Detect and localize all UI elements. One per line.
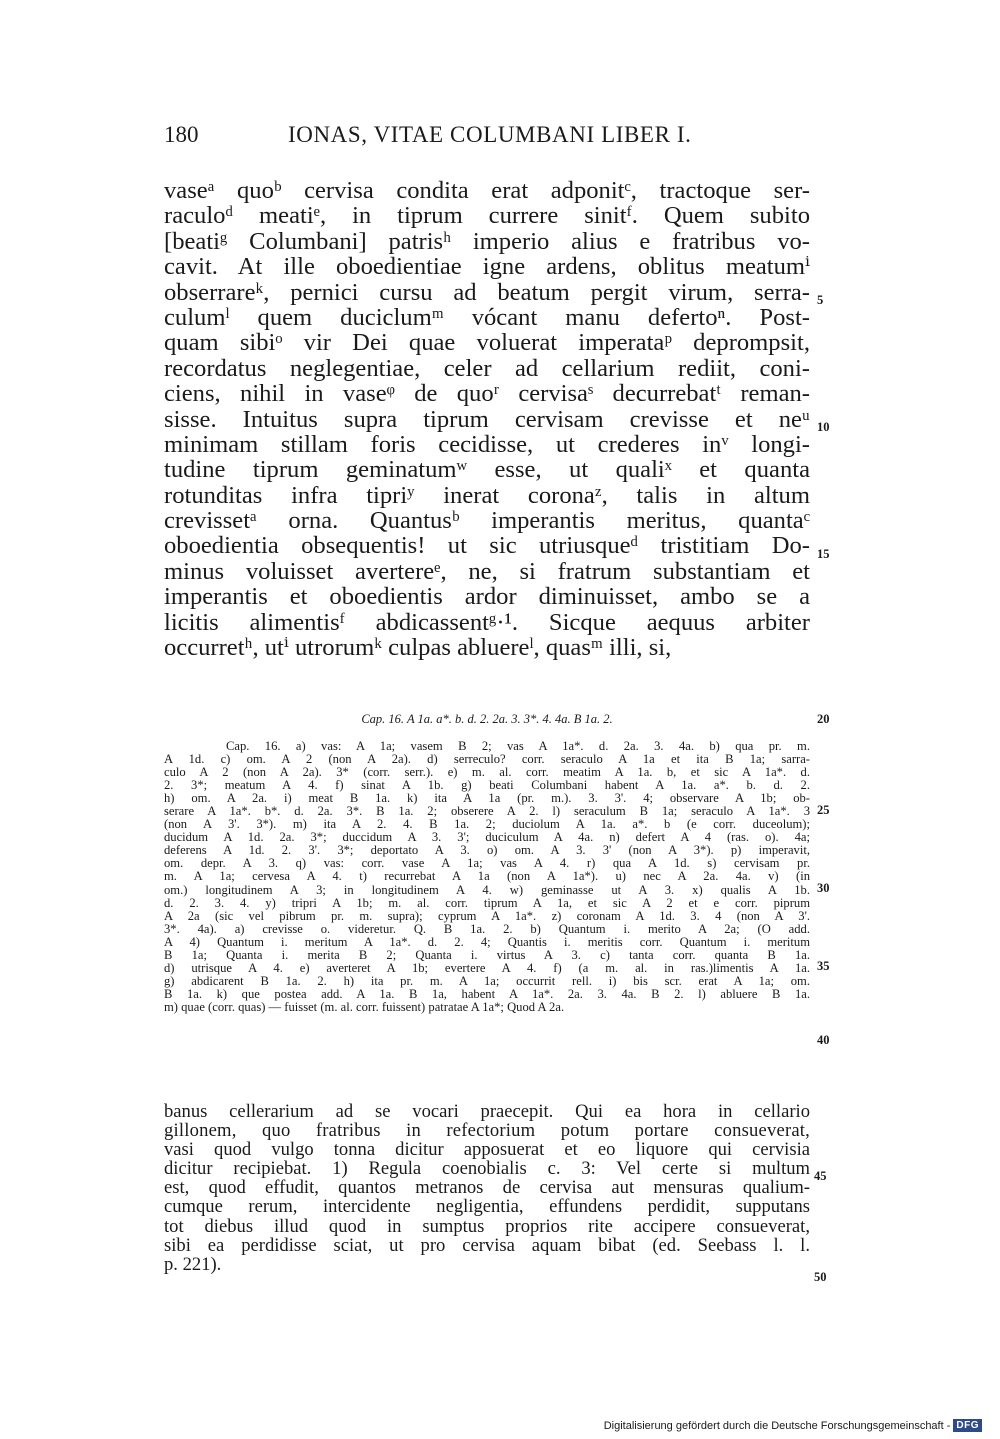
apparatus-line: d) utrisque A 4. e) averteret A 1b; evertere A 4. f) (a m. al. in ras.)limentis A 1a.: [164, 960, 810, 975]
apparatus-line: m) quae (corr. quas) — fuisset (m. al. corr. fuissent) patratae A 1a*; Quod A 2a.: [164, 999, 565, 1014]
main-line: cavit. At ille oboedientiae igne ardens, oblitus meatumⁱ: [164, 253, 810, 281]
apparatus-line: culo A 2 (non A 2a). 3* (corr. serr.). e) m. al. corr. meatim A 1a. b, et sic A 1a*. d.: [164, 765, 810, 780]
apparatus-line: B 1a. k) que postea add. A 1a. B 1a, habent A 1a*. 2a. 3. 4a. B 2. l) abluere B 1a.: [164, 986, 810, 1001]
main-line: sisse. Intuitus supra tiprum cervisam crevisse et neᵘ: [164, 405, 810, 433]
apparatus-line: g) abdicarent B 1a. 2. h) ita pr. m. A 1a; occurrit rell. i) bis scr. erat A 1a; om.: [164, 973, 810, 988]
footnote-line: gillonem, quo fratribus in refectorium potum portare consueverat,: [164, 1120, 810, 1142]
main-line: tudine tiprum geminatumʷ esse, ut qualiˣ et quanta: [164, 456, 810, 484]
main-line: [beatiᵍ Columbani] patrisʰ imperio alius e fratribus vo-: [164, 227, 810, 255]
cap-line: Cap. 16. A 1a. a*. b. d. 2. 2a. 3. 3*. 4. 4a. B 1a. 2.: [361, 712, 613, 726]
footnote-line: sibi ea perdidisse sciat, ut pro cervisa aquam bibat (ed. Seebass l. l.: [164, 1234, 810, 1256]
line-number: 15: [817, 547, 830, 561]
page-header: [164, 122, 804, 156]
line-number: 30: [817, 881, 830, 895]
apparatus-line: 2. 3*; meatum A 4. f) sinat A 1b. g) beati Columbani habent A 1a. a*. b. d. 2.: [164, 778, 810, 793]
footnote-line: cumque rerum, intercidente negligentia, effundens perdidit, supputans: [164, 1196, 810, 1218]
footnote-line: tot diebus illud quod in sumptus proprios rite accipere consueverat,: [164, 1215, 810, 1237]
line-number: 10: [817, 420, 830, 434]
footnote-line: dicitur recipiebat. 1) Regula coenobialis c. 3: Vel certe si multum: [164, 1158, 810, 1180]
apparatus-line: (non A 3'. 3*). m) ita A 2. 4. B 1a. 2; duciolum A 1a. a*. b (e corr. duceolum);: [164, 817, 810, 832]
main-line: rotunditas infra tipriʸ inerat coronaᶻ, talis in altum: [164, 481, 810, 509]
apparatus-line: A 1d. c) om. A 2 (non A 2a). d) serreculo? corr. seraculo A 1a et ita B 1a; sarra-: [164, 752, 810, 767]
line-number: 50: [814, 1270, 827, 1284]
main-line: minimam stillam foris cecidisse, ut crederes inᵛ longi-: [164, 430, 810, 458]
main-line: recordatus neglegentiae, celer ad cellarium rediit, coni-: [164, 354, 810, 382]
apparatus-line: d. 2. 3. 4. y) tripri A 1b; m. al. corr. tiprum A 1a, et sic A 2 et e corr. piprum: [164, 895, 810, 910]
footnote-line: est, quod effudit, quantos metranos de cervisa aut mensuras qualium-: [164, 1177, 810, 1199]
funding-note: Digitalisierung gefördert durch die Deutsche Forschungsgemeinschaft -: [603, 1419, 951, 1432]
apparatus-line: ducidum A 1d. 2a. 3*; duccidum A 3. 3'; duciculum A 4a. n) defert A 4 (ras. o). 4a;: [164, 830, 810, 845]
line-number: 25: [817, 803, 830, 817]
main-line: culumˡ quem duciclumᵐ vócant manu defertoⁿ. Post-: [164, 303, 810, 331]
apparatus-line: B 1a; Quanta i. merita B 2; Quanta i. virtus A 3. c) tanta corr. quanta B 1a.: [164, 947, 810, 962]
main-line: raculoᵈ meatiᵉ, in tiprum currere sinitᶠ. Quem subito: [164, 202, 810, 230]
main-line: quam sibiᵒ vir Dei quae voluerat imperataᵖ deprompsit,: [164, 329, 810, 357]
main-line: minus voluisset avertereᵉ, ne, si fratrum substantiam et: [164, 557, 810, 585]
apparatus-line: deferens A 1d. 2. 3'. 3*; deportato A 3. o) om. A 3. 3' (non A 3*). p) imperavit,: [164, 843, 810, 858]
apparatus-line: h) om. A 2a. i) meat B 1a. k) ita A 1a (pr. m.). 3. 3'. 4; observare A 1b; ob-: [164, 791, 810, 806]
main-line: ciens, nihil in vaseᵠ de quoʳ cervisaˢ decurrebatᵗ reman-: [164, 380, 810, 408]
line-number: 20: [817, 712, 830, 726]
main-line: oboedientia obsequentis! ut sic utriusqueᵈ tristitiam Do-: [164, 532, 810, 560]
apparatus-line: 3*. 4a). a) crevisse o. videretur. Q. B 1a. 2. b) Quantum i. merito A 2a; (O add.: [164, 921, 810, 936]
apparatus-line: m. A 1a; cervesa A 4. t) recurrebat A 1a (non A 1a*). u) nec A 2a. 4a. v) (in: [164, 869, 810, 884]
apparatus-line: A 4) Quantum i. meritum A 1a*. d. 2. 4; Quantis i. meritis corr. Quantum i. meritum: [164, 934, 810, 949]
line-number: 45: [814, 1169, 827, 1183]
critical-apparatus: [164, 740, 810, 1014]
main-line: imperantis et oboedientis ardor diminuisset, ambo se a: [164, 583, 810, 611]
running-title: IONAS, VITAE COLUMBANI LIBER I.: [288, 122, 692, 147]
footer: [604, 1419, 982, 1432]
apparatus-line: serare A 1a*. b*. d. 2a. 3*. B 1a. 2; obserere A 2. l) seraculum B 1a; seraculo A 1a*. 3: [164, 804, 810, 819]
footnote-block: [164, 1102, 810, 1274]
main-line: obserrareᵏ, pernici cursu ad beatum pergit virum, serra-: [164, 278, 810, 306]
footnote-line: p. 221).: [164, 1253, 222, 1275]
footnote-line: vasi quod vulgo tonna dicitur apposuerat et eo liquore qui cervisia: [164, 1139, 810, 1161]
main-text: [164, 178, 810, 660]
main-line: licitis alimentisᶠ abdicassentᵍ·¹. Sicque aequus arbiter: [164, 608, 810, 636]
line-number: 5: [817, 293, 824, 307]
main-line: vaseᵃ quoᵇ cervisa condita erat adponitᶜ, tractoque ser-: [164, 177, 810, 204]
apparatus-line: A 2a (sic vel pibrum pr. m. supra); cyprum A 1a*. z) coronam A 1d. 3. 4 (non A 3'.: [164, 908, 810, 923]
line-number: 40: [817, 1033, 830, 1047]
apparatus-line: om.) longitudinem A 3; in longitudinem A 4. w) geminasse ut A 3. x) qualis A 1b.: [164, 882, 810, 897]
main-line: occurretʰ, utⁱ utrorumᵏ culpas abluereˡ, quasᵐ illi, si,: [164, 634, 672, 662]
main-line: crevissetᵃ orna. Quantusᵇ imperantis meritus, quantaᶜ: [164, 507, 810, 535]
apparatus-line: om. depr. A 3. q) vas: corr. vase A 1a; vas A 4. r) qua A 1d. s) cervisam pr.: [164, 856, 810, 871]
line-number: 35: [817, 959, 830, 973]
page-number: 180: [164, 122, 199, 147]
apparatus-line: Cap. 16. a) vas: A 1a; vasem B 2; vas A 1a*. d. 2a. 3. 4a. b) qua pr. m.: [226, 739, 810, 753]
apparatus-header: [164, 711, 810, 727]
dfg-logo-icon: DFG: [953, 1419, 982, 1432]
footnote-line: banus cellerarium ad se vocari praecepit. Qui ea hora in cellario: [164, 1101, 810, 1122]
